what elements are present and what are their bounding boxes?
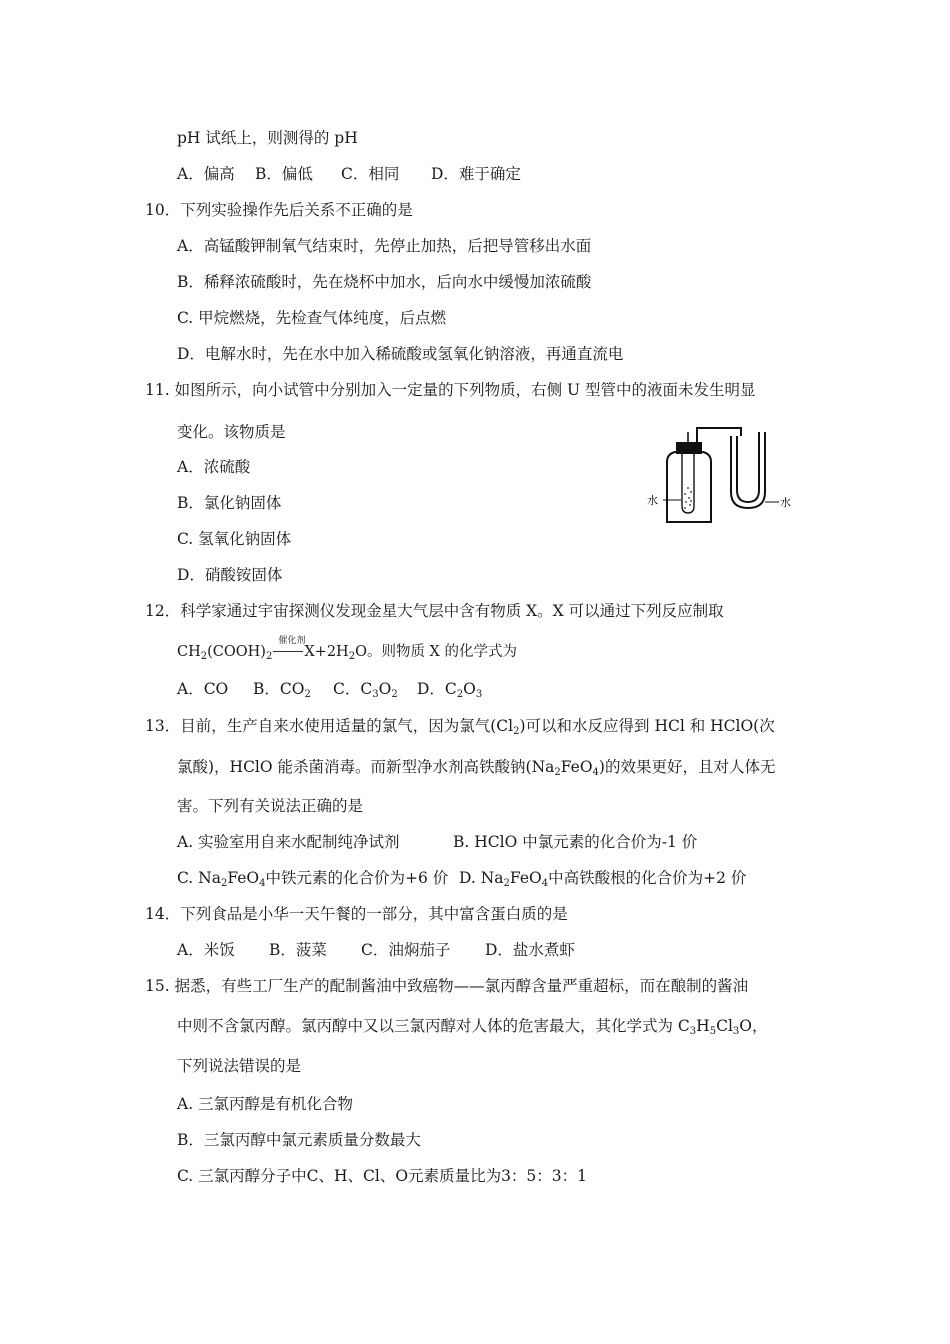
eq-right: X+2H	[304, 644, 349, 660]
water-label-left: 水	[647, 494, 658, 507]
q13-stem-line2: 氯酸)，HClO 能杀菌消毒。而新型净水剂高铁酸钠$(Na_2FeO_4)$的效果更好，且对人体无	[177, 758, 776, 778]
u-tube-apparatus-figure	[645, 418, 795, 533]
q12-option-a: A．CO	[177, 680, 229, 698]
q11-option-d: D．硝酸铵固体	[177, 566, 283, 584]
q10-stem: 10．下列实验操作先后关系不正确的是	[145, 201, 413, 219]
eq-left-mid: (COOH)	[207, 644, 266, 660]
flask-icon	[667, 446, 711, 522]
test-tube-icon	[682, 454, 694, 513]
q11-option-c: C. 氢氧化钠固体	[177, 530, 292, 548]
q11-stem-line1: 11. 如图所示，向小试管中分别加入一定量的下列物质，右侧 U 型管中的液面未发生明显	[145, 381, 756, 399]
q10-option-d: D．电解水时，先在水中加入稀硫酸或氢氧化钠溶液，再通直流电	[177, 345, 624, 363]
q15-option-b: B．三氯丙醇中氯元素质量分数最大	[177, 1131, 421, 1149]
q9-option-b: B．偏低	[255, 165, 313, 183]
eq-right-end: O。则物质 X 的化学式为	[355, 644, 517, 660]
q12-equation	[177, 636, 517, 662]
q15-stem-line2: 中则不含氯丙醇。氯丙醇中又以三氯丙醇对人体的危害最大，其化学式为 $C_3H_5Cl_3O$，	[177, 1017, 768, 1037]
q15-option-c: C. 三氯丙醇分子中C、H、Cl、O元素质量比为3：5：3：1	[177, 1167, 588, 1185]
q15-stem-line1: 15. 据悉，有些工厂生产的配制酱油中致癌物——氯丙醇含量严重超标，而在酿制的酱油	[145, 977, 749, 995]
q12-option-d: D．$C_2O_3$	[417, 680, 483, 700]
eq-sub: 2	[348, 651, 356, 662]
catalyst-label: 催化剂	[278, 636, 306, 646]
q15-stem-line3: 下列说法错误的是	[177, 1057, 302, 1075]
q14-option-b: B．菠菜	[269, 941, 327, 959]
q13-stem-line1: 13．目前，生产自来水使用适量的氯气，因为氯气$(Cl_2)$可以和水反应得到 HCl 和 HClO(次	[145, 717, 775, 737]
q13-option-c: C. $Na_2FeO_4$中铁元素的化合价为+6 价	[177, 869, 449, 889]
q14-option-d: D．盐水煮虾	[485, 941, 575, 959]
q13-option-d: D. $Na_2FeO_4$中高铁酸根的化合价为+2 价	[459, 869, 747, 889]
q11-stem-line2: 变化。该物质是	[177, 423, 286, 441]
water-label-right: 水	[780, 496, 791, 509]
q13-option-b: B. HClO 中氯元素的化合价为-1 价	[453, 833, 698, 851]
eq-sub: 2	[200, 651, 208, 662]
q11-option-a: A．浓硫酸	[177, 458, 251, 476]
q9-options	[177, 164, 521, 184]
solid-particles-icon	[684, 487, 692, 509]
stopper-icon	[676, 442, 702, 454]
q9-continuation-line: pH 试纸上，则测得的 pH	[177, 129, 358, 147]
u-tube-icon	[731, 432, 765, 508]
eq-sub: 2	[265, 651, 273, 662]
q14-option-c: C．油焖茄子	[361, 941, 451, 959]
q14-stem: 14．下列食品是小华一天午餐的一部分，其中富含蛋白质的是	[145, 905, 568, 923]
q9-option-a: A．偏高	[177, 165, 235, 183]
q10-option-b: B．稀释浓硫酸时，先在烧杯中加水，后向水中缓慢加浓硫酸	[177, 273, 592, 291]
q11-option-b: B．氯化钠固体	[177, 494, 282, 512]
q10-option-c: C. 甲烷燃烧，先检查气体纯度，后点燃	[177, 309, 447, 327]
q12-option-b: B．$CO_2$	[253, 680, 311, 700]
q12-options	[177, 679, 482, 699]
q14-options	[177, 940, 575, 960]
q12-option-c: C．$C_3O_2$	[333, 680, 398, 700]
q13-stem-line3: 害。下列有关说法正确的是	[177, 797, 364, 815]
q13-options-cd	[177, 868, 746, 888]
q9-option-d: D．难于确定	[431, 165, 521, 183]
q13-option-a: A. 实验室用自来水配制纯净试剂	[177, 833, 400, 851]
q15-option-a: A. 三氯丙醇是有机化合物	[177, 1095, 354, 1113]
q14-option-a: A．米饭	[177, 941, 235, 959]
q12-stem-line1: 12．科学家通过宇宙探测仪发现金星大气层中含有物质 X。X 可以通过下列反应制取	[145, 602, 724, 620]
q13-options-ab	[177, 832, 697, 852]
q9-option-c: C．相同	[341, 165, 400, 183]
q10-option-a: A．高锰酸钾制氧气结束时，先停止加热，后把导管移出水面	[177, 237, 592, 255]
eq-left: CH	[177, 644, 201, 660]
catalyst-arrow	[272, 636, 306, 662]
